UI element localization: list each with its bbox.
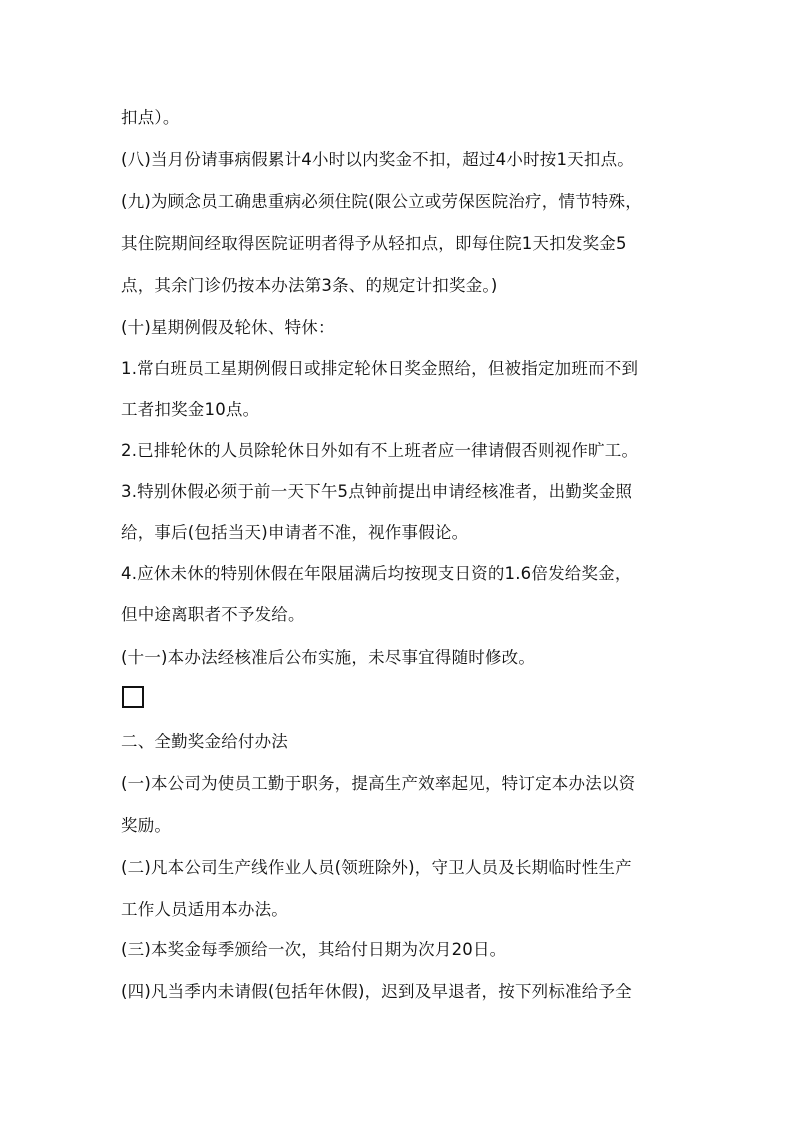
text-line: 3.特别休假必须于前一天下午5点钟前提出申请经核准者，出勤奖金照 xyxy=(121,482,633,501)
text-line: 但中途离职者不予发给。 xyxy=(121,605,305,624)
text-line: 点，其余门诊仍按本办法第3条、的规定计扣奖金。) xyxy=(121,276,498,295)
text-line: (二)凡本公司生产线作业人员(领班除外)，守卫人员及长期临时性生产 xyxy=(121,858,632,877)
text-line: (四)凡当季内未请假(包括年休假)，迟到及早退者，按下列标准给予全 xyxy=(121,982,632,1001)
text-line: 其住院期间经取得医院证明者得予从轻扣点，即每住院1天扣发奖金5 xyxy=(121,234,627,253)
text-line: 工者扣奖金10点。 xyxy=(121,400,260,419)
text-line: 扣点）。 xyxy=(121,108,180,127)
text-line: 4.应休未休的特别休假在年限届满后均按现支日资的1.6倍发给奖金， xyxy=(121,564,632,583)
text-line: (一)本公司为使员工勤于职务，提高生产效率起见，特订定本办法以资 xyxy=(121,774,636,793)
text-line: 2.已排轮休的人员除轮休日外如有不上班者应一律请假否则视作旷工。 xyxy=(121,441,639,460)
text-line: (十)星期例假及轮休、特休： xyxy=(121,318,335,337)
text-line: 工作人员适用本办法。 xyxy=(121,900,288,919)
text-line: (三)本奖金每季颁给一次，其给付日期为次月20日。 xyxy=(121,940,507,959)
text-line: (八)当月份请事病假累计4小时以内奖金不扣，超过4小时按1天扣点。 xyxy=(121,150,634,169)
text-line: (九)为顾念员工确患重病必须住院(限公立或劳保医院治疗，情节特殊， xyxy=(121,192,642,211)
section-heading: 二、全勤奖金给付办法 xyxy=(121,732,288,751)
text-line: 给，事后(包括当天)申请者不准，视作事假论。 xyxy=(121,523,469,542)
text-line: 奖励。 xyxy=(121,816,172,835)
empty-checkbox xyxy=(122,686,144,708)
text-line: 1.常白班员工星期例假日或排定轮休日奖金照给，但被指定加班而不到 xyxy=(121,359,639,378)
text-line: (十一)本办法经核准后公布实施，未尽事宜得随时修改。 xyxy=(121,648,536,667)
